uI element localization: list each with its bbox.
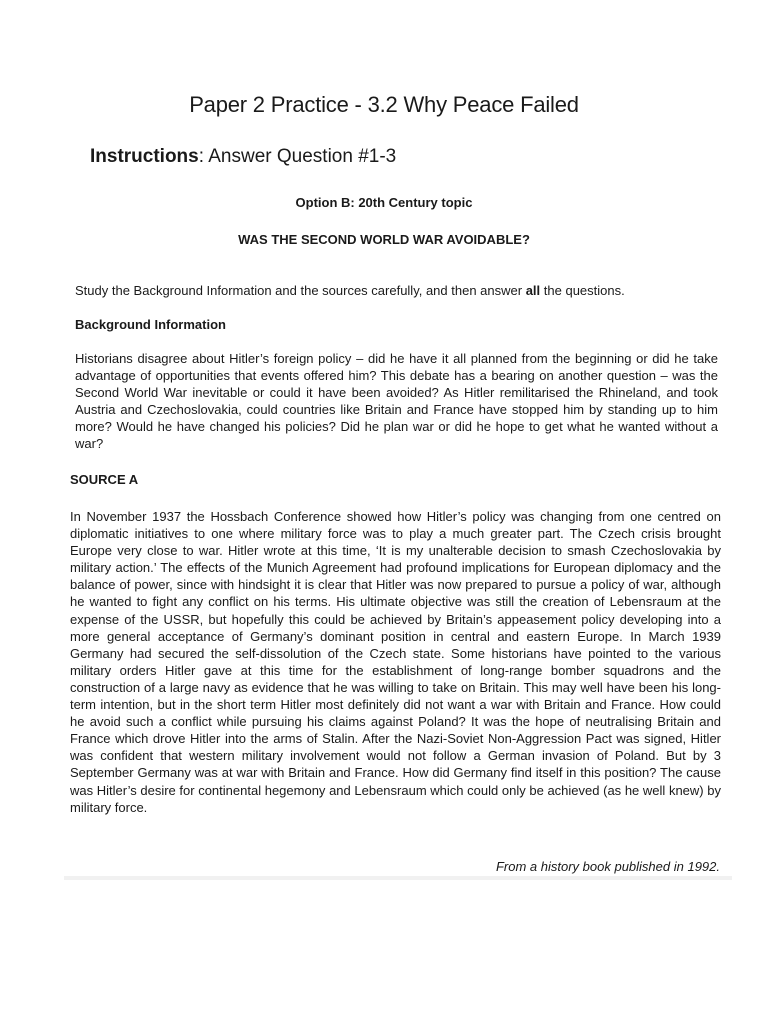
instructions-label: Instructions xyxy=(90,146,199,167)
instructions-text: : Answer Question #1-3 xyxy=(198,146,397,167)
source-a-attribution: From a history book published in 1992. xyxy=(495,859,720,874)
source-a-paragraph: In November 1937 the Hossbach Conference showed how Hitler’s policy was changing from one centred on diplomatic initiatives to one where military force was to play a much greater part. The Czech crisis brought Europe very close to war. Hitler wrote at this time, ‘It is my unalterable decision to smash Czechoslovakia by military action.’ The effects of the Munich Agreement had profound implications for European diplomacy and the balance of power, since with hindsight it is clear that Hitler was now prepared to pursue a policy of war, although he wanted to fight any conflict on his terms. His ultimate objective was still the creation of Lebensraum at the expense of the USSR, but hopefully this could be achieved by Britain’s appeasement policy developing into a more general acceptance of Germany’s dominant position in central and eastern Europe. In March 1939 Germany had secured the self-dissolution of the Czech state. Some historians have pointed to the various military orders Hitler gave at this time for the establishment of long-range bomber squadrons and the construction of a large navy as evidence that he was willing to take on Britain. This may well have been his long-term intention, but in the short term Hitler most definitely did not want a war with Britain and France. How could he avoid such a conflict while pursuing his claims against Poland? It was the hope of neutralising Britain and France which drove Hitler into the arms of Stalin. After the Nazi-Soviet Non-Aggression Pact was signed, Hitler was confident that western military involvement would not follow a German invasion of Poland. But by 3 September Germany was at war with Britain and France. How did Germany find itself in this position? The cause was Hitler’s desire for continental hegemony and Lebensraum which could only be achieved (as he well knew) by military force. xyxy=(70,509,721,815)
study-instruction xyxy=(75,283,715,298)
background-paragraph: Historians disagree about Hitler’s foreign policy – did he have it all planned from the beginning or did he take advantage of opportunities that events offered him? This debate has a bearing on another question – was the Second World War inevitable or could it have been avoided? As Hitler remilitarised the Rhineland, and took Austria and Czechoslovakia, could countries like Britain and France have stopped him by standing up to him more? Would he have changed his policies? Did he plan war or did he hope to get what he wanted without a war? xyxy=(75,351,718,451)
source-a-heading: SOURCE A xyxy=(70,472,139,487)
page-divider xyxy=(64,876,732,880)
option-heading: Option B: 20th Century topic xyxy=(295,195,473,210)
instructions-line xyxy=(90,146,396,168)
study-text-before: Study the Background Information and the sources carefully, and then answer xyxy=(75,283,526,298)
page-title: Paper 2 Practice - 3.2 Why Peace Failed xyxy=(189,92,579,117)
background-heading: Background Information xyxy=(75,317,226,332)
main-question-heading: WAS THE SECOND WORLD WAR AVOIDABLE? xyxy=(238,232,530,247)
study-text-after: the questions. xyxy=(540,283,625,298)
study-text-bold: all xyxy=(525,283,541,298)
